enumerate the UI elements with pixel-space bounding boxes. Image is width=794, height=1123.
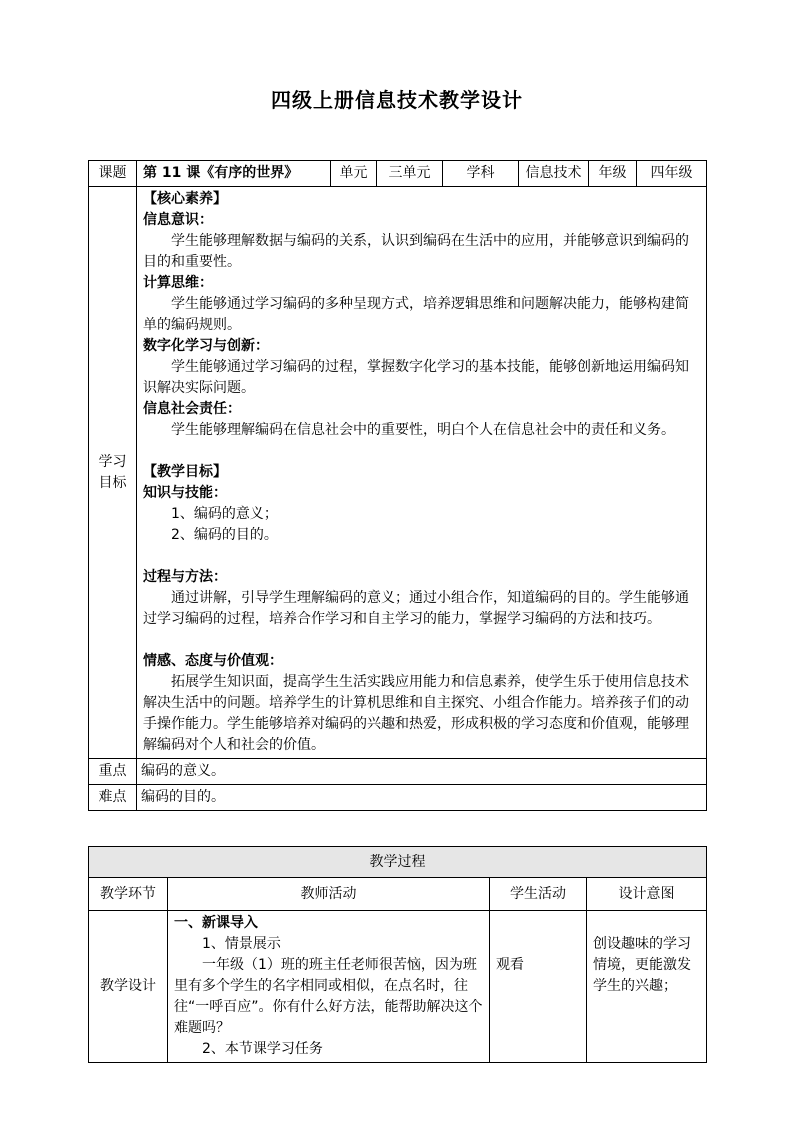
- difficulty-text: 编码的目的。: [137, 785, 707, 811]
- step-1-title: 1、情景展示: [202, 936, 281, 952]
- difficulty-label: 难点: [89, 785, 137, 811]
- design-intent: 创设趣味的学习情境，更能激发学生的兴趣；: [587, 911, 707, 1063]
- learning-goals-label: [89, 187, 137, 759]
- label-unit: 单元: [331, 161, 377, 187]
- key-point-text: 编码的意义。: [137, 759, 707, 785]
- col-intent: 设计意图: [587, 878, 707, 911]
- label-subject: 学科: [443, 161, 519, 187]
- learning-goals-label-line1: 学习: [98, 453, 127, 470]
- col-teacher: 教师活动: [168, 878, 490, 911]
- digital-learning-heading: 数字化学习与创新：: [143, 338, 269, 354]
- unit-value: 三单元: [377, 161, 443, 187]
- label-lesson: 课题: [89, 161, 137, 187]
- subject-value: 信息技术: [519, 161, 589, 187]
- teaching-process-table: [88, 846, 707, 1063]
- label-grade: 年级: [589, 161, 637, 187]
- design-row: [89, 911, 707, 1063]
- knowledge-item-2: 2、编码的目的。: [171, 527, 278, 543]
- col-stage: 教学环节: [89, 878, 168, 911]
- core-competency-heading: 【核心素养】: [143, 191, 227, 207]
- lesson-info-table: [88, 160, 707, 811]
- social-responsibility-heading: 信息社会责任：: [143, 401, 241, 417]
- knowledge-heading: 知识与技能：: [143, 485, 227, 501]
- process-method-heading: 过程与方法：: [143, 569, 227, 585]
- header-row: [89, 161, 707, 187]
- design-label: 教学设计: [89, 911, 168, 1063]
- emotion-heading: 情感、态度与价值观：: [143, 653, 283, 669]
- lesson-title: 第 11 课《有序的世界》: [137, 161, 331, 187]
- computational-text: 学生能够通过学习编码的多种呈现方式，培养逻辑思维和问题解决能力，能够构建简单的编码规则。: [143, 296, 689, 333]
- teaching-goals-heading: 【教学目标】: [143, 464, 227, 480]
- knowledge-item-1: 1、编码的意义；: [171, 506, 278, 522]
- info-awareness-heading: 信息意识：: [143, 212, 213, 228]
- info-awareness-text: 学生能够理解数据与编码的关系，认识到编码在生活中的应用，并能够意识到编码的目的和重要性。: [143, 233, 689, 270]
- spacer: [143, 630, 700, 651]
- step-2-title: 2、本节课学习任务: [202, 1041, 323, 1057]
- learning-goals-content: [137, 187, 707, 759]
- learning-goals-label-line2: 目标: [98, 474, 127, 491]
- spacer: [143, 441, 700, 462]
- difficulty-row: [89, 785, 707, 811]
- social-responsibility-text: 学生能够理解编码在信息社会中的重要性，明白个人在信息社会中的责任和义务。: [171, 422, 675, 438]
- intro-heading: 一、新课导入: [174, 915, 258, 931]
- student-activity: 观看: [490, 911, 587, 1063]
- key-point-row: [89, 759, 707, 785]
- learning-goals-row: [89, 187, 707, 759]
- emotion-text: 拓展学生知识面，提高学生生活实践应用能力和信息素养，使学生乐于使用信息技术解决生活中的问题。培养学生的计算机思维和自主探究、小组合作能力。培养孩子们的动手操作能力。学生能够培养对编码的兴趣和热爱，形成积极的学习态度和价值观，能够理解编码对个人和社会的价值。: [143, 674, 689, 753]
- process-banner-row: [89, 847, 707, 878]
- process-banner: 教学过程: [89, 847, 707, 878]
- col-student: 学生活动: [490, 878, 587, 911]
- document-title: 四级上册信息技术教学设计: [271, 88, 523, 112]
- grade-value: 四年级: [637, 161, 707, 187]
- process-method-text: 通过讲解，引导学生理解编码的意义；通过小组合作，知道编码的目的。学生能够通过学习编码的过程，培养合作学习和自主学习的能力，掌握学习编码的方法和技巧。: [143, 590, 689, 627]
- computational-heading: 计算思维：: [143, 275, 213, 291]
- digital-learning-text: 学生能够通过学习编码的过程，掌握数字化学习的基本技能，能够创新地运用编码知识解决实际问题。: [143, 359, 689, 396]
- spacer: [143, 546, 700, 567]
- teacher-activity: [168, 911, 490, 1063]
- key-point-label: 重点: [89, 759, 137, 785]
- process-header-row: [89, 878, 707, 911]
- step-1-text: 一年级（1）班的班主任老师很苦恼，因为班里有多个学生的名字相同或相似，在点名时，往往“一呼百应”。你有什么好方法，能帮助解决这个难题吗？: [174, 957, 483, 1036]
